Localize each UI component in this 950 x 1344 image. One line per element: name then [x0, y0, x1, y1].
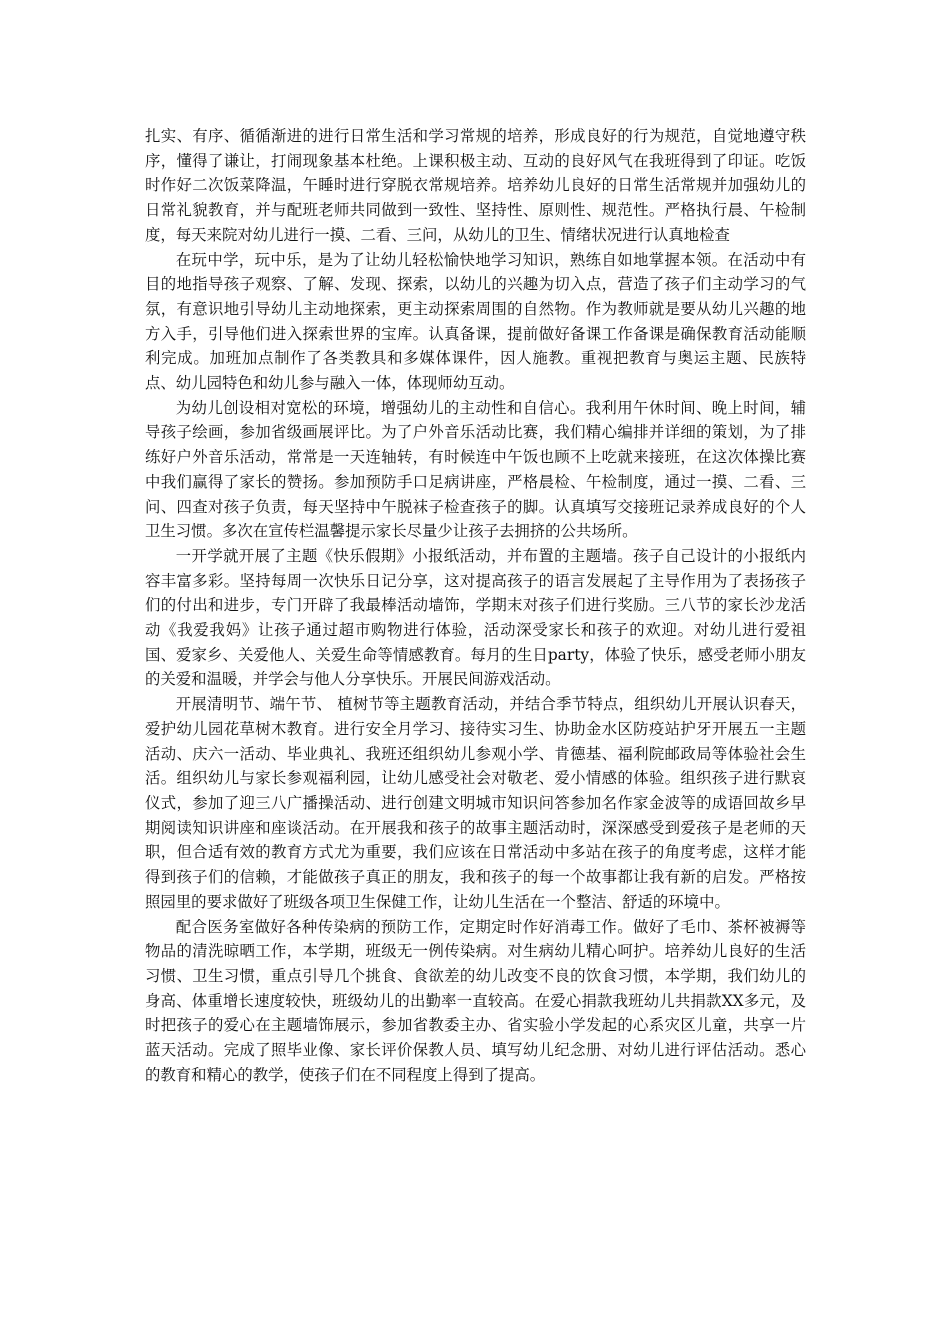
paragraph-relaxed-environment: 为幼儿创设相对宽松的环境，增强幼儿的主动性和自信心。我利用午休时间、晚上时间，辅导孩子绘画，参加省级画展评比。为了户外音乐活动比赛，我们精心编排并详细的策划，为了排练好户外音乐活动，常常是一天连轴转，有时候连中午饭也顾不上吃就来接班，在这次体操比赛中我们赢得了家长的赞扬。参加预防手口足病讲座，严格晨检、午检制度，通过一摸、二看、三问、四查对孩子负责，每天坚持中午脱袜子检查孩子的脚。认真填写交接班记录养成良好的个人卫生习惯。多次在宣传栏温馨提示家长尽量少让孩子去拥挤的公共场所。 [145, 398, 806, 541]
paragraph-learning-through-play: 在玩中学，玩中乐，是为了让幼儿轻松愉快地学习知识，熟练自如地掌握本领。在活动中有目的地指导孩子观察、了解、发现、探索，以幼儿的兴趣为切入点，营造了孩子们主动学习的气氛，有意识地引导幼儿主动地探索，更主动探索周围的自然物。作为教师就是要从幼儿兴趣的地方入手，引导他们进入探索世界的宝库。认真备课，提前做好备课工作备课是确保教育活动能顺利完成。加班加点制作了各类教具和多媒体课件，因人施教。重视把教育与奥运主题、民族特点、幼儿园特色和幼儿参与融入一体，体现师幼互动。 [145, 250, 806, 393]
document-body [145, 124, 806, 1087]
paragraph-health-care: 配合医务室做好各种传染病的预防工作，定期定时作好消毒工作。做好了毛巾、茶杯被褥等物品的清洗晾晒工作，本学期，班级无一例传染病。对生病幼儿精心呵护。培养幼儿良好的生活习惯、卫生习惯，重点引导几个挑食、食欲差的幼儿改变不良的饮食习惯，本学期，我们幼儿的身高、体重增长速度较快，班级幼儿的出勤率一直较高。在爱心捐款我班幼儿共捐款XX多元，及时把孩子的爱心在主题墙饰展示，参加省教委主办、省实验小学发起的心系灾区儿童，共享一片蓝天活动。完成了照毕业像、家长评价保教人员、填写幼儿纪念册、对幼儿进行评估活动。悉心的教育和精心的教学，使孩子们在不同程度上得到了提高。 [145, 917, 806, 1084]
paragraph-routine-habits: 扎实、有序、循循渐进的进行日常生活和学习常规的培养，形成良好的行为规范，自觉地遵守秩序，懂得了谦让，打闹现象基本杜绝。上课积极主动、互动的良好风气在我班得到了印证。吃饭时作好二次饭菜降温，午睡时进行穿脱衣常规培养。培养幼儿良好的日常生活常规并加强幼儿的日常礼貌教育，并与配班老师共同做到一致性、坚持性、原则性、规范性。严格执行晨、午检制度，每天来院对幼儿进行一摸、二看、三问，从幼儿的卫生、情绪状况进行认真地检查 [145, 127, 806, 244]
paragraph-holiday-education: 开展清明节、端午节、 植树节等主题教育活动，并结合季节特点，组织幼儿开展认识春天，爱护幼儿园花草树木教育。进行安全月学习、接待实习生、协助金水区防疫站护牙开展五一主题活动、庆六一活动、毕业典礼、我班还组织幼儿参观小学、肯德基、福利院邮政局等体验社会生活。组织幼儿与家长参观福利园，让幼儿感受社会对敬老、爱小情感的体验。组织孩子进行默哀仪式，参加了迎三八广播操活动、进行创建文明城市知识问答参加名作家金波等的成语回故乡早期阅读知识讲座和座谈活动。在开展我和孩子的故事主题活动时，深深感受到爱孩子是老师的天职，但合适有效的教育方式尤为重要，我们应该在日常活动中多站在孩子的角度考虑，这样才能得到孩子们的信赖，才能做孩子真正的朋友，我和孩子的每一个故事都让我有新的启发。严格按照园里的要求做好了班级各项卫生保健工作，让幼儿生活在一个整洁、舒适的环境中。 [145, 695, 806, 911]
paragraph-theme-activities: 一开学就开展了主题《快乐假期》小报纸活动，并布置的主题墙。孩子自己设计的小报纸内容丰富多彩。坚持每周一次快乐日记分享，这对提高孩子的语言发展起了主导作用为了表扬孩子们的付出和进步，专门开辟了我最棒活动墙饰，学期末对孩子们进行奖励。三八节的家长沙龙活动《我爱我妈》让孩子通过超市购物进行体验，活动深受家长和孩子的欢迎。对幼儿进行爱祖国、爱家乡、关爱他人、关爱生命等情感教育。每月的生日party，体验了快乐，感受老师小朋友的关爱和温暖，并学会与他人分享快乐。开展民间游戏活动。 [145, 546, 806, 689]
